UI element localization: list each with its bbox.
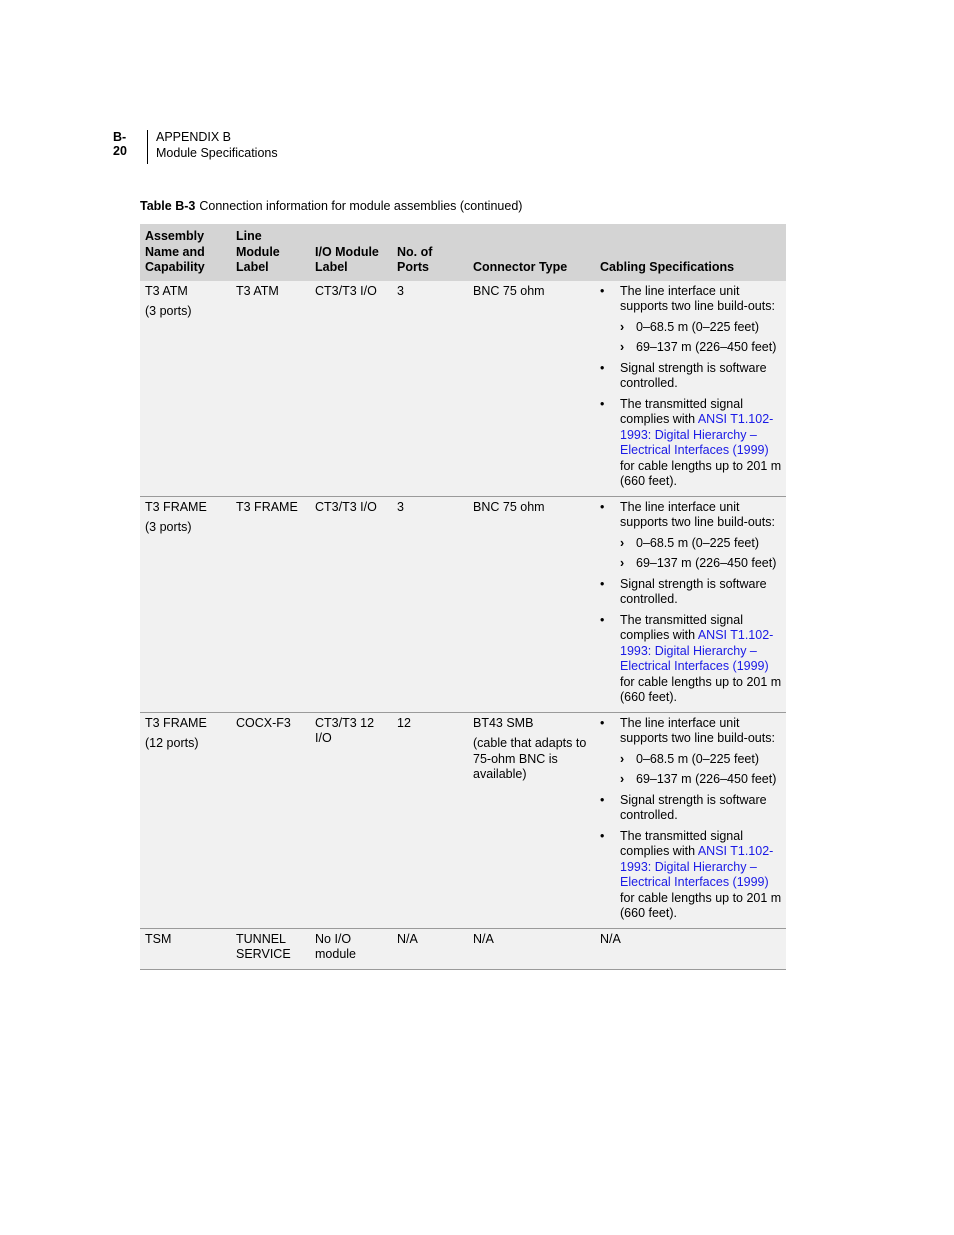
ansi-standard-link[interactable]: ANSI T1.102-1993: Digital Hierarchy – Electrical Interfaces (1999)	[620, 844, 774, 889]
bullet-dot: •	[600, 576, 605, 591]
line-label-cell: T3 ATM	[231, 281, 310, 497]
table-row	[140, 281, 786, 497]
ports-cell: N/A	[392, 928, 468, 969]
table-row	[140, 496, 786, 712]
table-caption	[140, 199, 522, 213]
cabling-cell	[595, 712, 786, 928]
io-label-cell: CT3/T3 12 I/O	[310, 712, 392, 928]
connector-cell: N/A	[468, 928, 595, 969]
sub-bullet-text: 0–68.5 m (0–225 feet)	[636, 751, 759, 766]
sub-bullet-item	[620, 536, 782, 552]
line-label-cell: COCX-F3	[231, 712, 310, 928]
cabling-cell	[595, 496, 786, 712]
connector-cell	[468, 712, 595, 928]
io-label-cell: No I/O module	[310, 928, 392, 969]
sub-bullet-text: 69–137 m (226–450 feet)	[636, 772, 777, 786]
bullet-text-tail: for cable lengths up to 201 m (660 feet).	[620, 674, 782, 704]
io-label-cell: CT3/T3 I/O	[310, 496, 392, 712]
bullet-item	[600, 284, 782, 356]
bullet-item	[600, 577, 782, 608]
col-header-assembly: Assembly Name and Capability	[140, 224, 231, 281]
sub-bullet-text: 0–68.5 m (0–225 feet)	[636, 535, 759, 550]
chevron-right-icon: ›	[620, 319, 625, 334]
bullet-item	[600, 361, 782, 392]
bullet-item	[600, 613, 782, 706]
bullet-text-tail: for cable lengths up to 201 m (660 feet).	[620, 458, 782, 488]
col-header-connector: Connector Type	[468, 224, 595, 281]
connector-type: BT43 SMB	[473, 715, 534, 730]
bullet-dot: •	[600, 612, 605, 627]
assembly-note: (12 ports)	[145, 736, 199, 750]
assembly-name: T3 FRAME	[145, 499, 207, 514]
bullet-text: Signal strength is software controlled.	[620, 360, 767, 390]
col-header-line-label: Line Module Label	[231, 224, 310, 281]
col-header-io-label: I/O Module Label	[310, 224, 392, 281]
sub-bullet-item	[620, 752, 782, 768]
sub-bullet-item	[620, 772, 782, 788]
bullet-dot: •	[600, 828, 605, 843]
bullet-dot: •	[600, 396, 605, 411]
bullet-dot: •	[600, 283, 605, 298]
assembly-cell	[140, 496, 231, 712]
appendix-label: APPENDIX B	[156, 130, 232, 144]
cabling-cell: N/A	[595, 928, 786, 969]
ansi-standard-link[interactable]: ANSI T1.102-1993: Digital Hierarchy – Electrical Interfaces (1999)	[620, 628, 774, 673]
sub-bullet-text: 69–137 m (226–450 feet)	[636, 556, 777, 570]
bullet-text: Signal strength is software controlled.	[620, 792, 767, 822]
assembly-cell: TSM	[140, 928, 231, 969]
table-header-row	[140, 224, 786, 281]
bullet-text: Signal strength is software controlled.	[620, 576, 767, 606]
chevron-right-icon: ›	[620, 751, 625, 766]
assembly-note: (3 ports)	[145, 520, 192, 534]
bullet-text: The line interface unit supports two line build-outs:	[620, 715, 775, 745]
bullet-dot: •	[600, 792, 605, 807]
ports-cell: 3	[392, 281, 468, 497]
sub-bullet-item	[620, 556, 782, 572]
connector-type: BNC 75 ohm	[473, 499, 545, 514]
chevron-right-icon: ›	[620, 556, 625, 570]
col-header-cabling: Cabling Specifications	[595, 224, 786, 281]
io-label-cell: CT3/T3 I/O	[310, 281, 392, 497]
table-row	[140, 928, 786, 969]
col-header-ports: No. of Ports	[392, 224, 468, 281]
chevron-right-icon: ›	[620, 535, 625, 550]
line-label-cell: T3 FRAME	[231, 496, 310, 712]
cabling-cell	[595, 281, 786, 497]
bullet-item	[600, 397, 782, 490]
ports-cell: 12	[392, 712, 468, 928]
assembly-cell	[140, 712, 231, 928]
connector-cell	[468, 281, 595, 497]
header-text	[156, 130, 278, 161]
line-label-cell: TUNNEL SERVICE	[231, 928, 310, 969]
page-number: B-20	[113, 130, 127, 158]
assembly-name: T3 ATM	[145, 283, 188, 298]
caption-label: Table B-3	[140, 199, 196, 213]
bullet-text: The transmitted signal complies with	[620, 612, 743, 642]
bullet-dot: •	[600, 499, 605, 514]
connector-note: (cable that adapts to 75-ohm BNC is available)	[473, 736, 587, 781]
table-row	[140, 712, 786, 928]
sub-bullet-text: 0–68.5 m (0–225 feet)	[636, 319, 759, 334]
assembly-note: (3 ports)	[145, 304, 192, 318]
bullet-item	[600, 716, 782, 788]
header-divider	[147, 130, 148, 164]
bullet-dot: •	[600, 715, 605, 730]
sub-bullet-text: 69–137 m (226–450 feet)	[636, 340, 777, 354]
sub-bullet-item	[620, 320, 782, 336]
bullet-text-tail: for cable lengths up to 201 m (660 feet).	[620, 890, 782, 920]
ports-cell: 3	[392, 496, 468, 712]
chevron-right-icon: ›	[620, 340, 625, 354]
bullet-dot: •	[600, 360, 605, 375]
bullet-item	[600, 829, 782, 922]
bullet-text: The transmitted signal complies with	[620, 396, 743, 426]
ansi-standard-link[interactable]: ANSI T1.102-1993: Digital Hierarchy – Electrical Interfaces (1999)	[620, 412, 774, 457]
bullet-text: The line interface unit supports two line build-outs:	[620, 283, 775, 313]
connector-type: BNC 75 ohm	[473, 283, 545, 298]
connector-cell	[468, 496, 595, 712]
bullet-text: The line interface unit supports two line build-outs:	[620, 499, 775, 529]
section-title: Module Specifications	[156, 145, 278, 160]
chevron-right-icon: ›	[620, 772, 625, 786]
connection-table	[140, 224, 786, 970]
caption-text: Connection information for module assemblies (continued)	[199, 199, 523, 213]
assembly-cell	[140, 281, 231, 497]
bullet-item	[600, 793, 782, 824]
bullet-item	[600, 500, 782, 572]
sub-bullet-item	[620, 340, 782, 356]
bullet-text: The transmitted signal complies with	[620, 828, 743, 858]
assembly-name: T3 FRAME	[145, 715, 207, 730]
